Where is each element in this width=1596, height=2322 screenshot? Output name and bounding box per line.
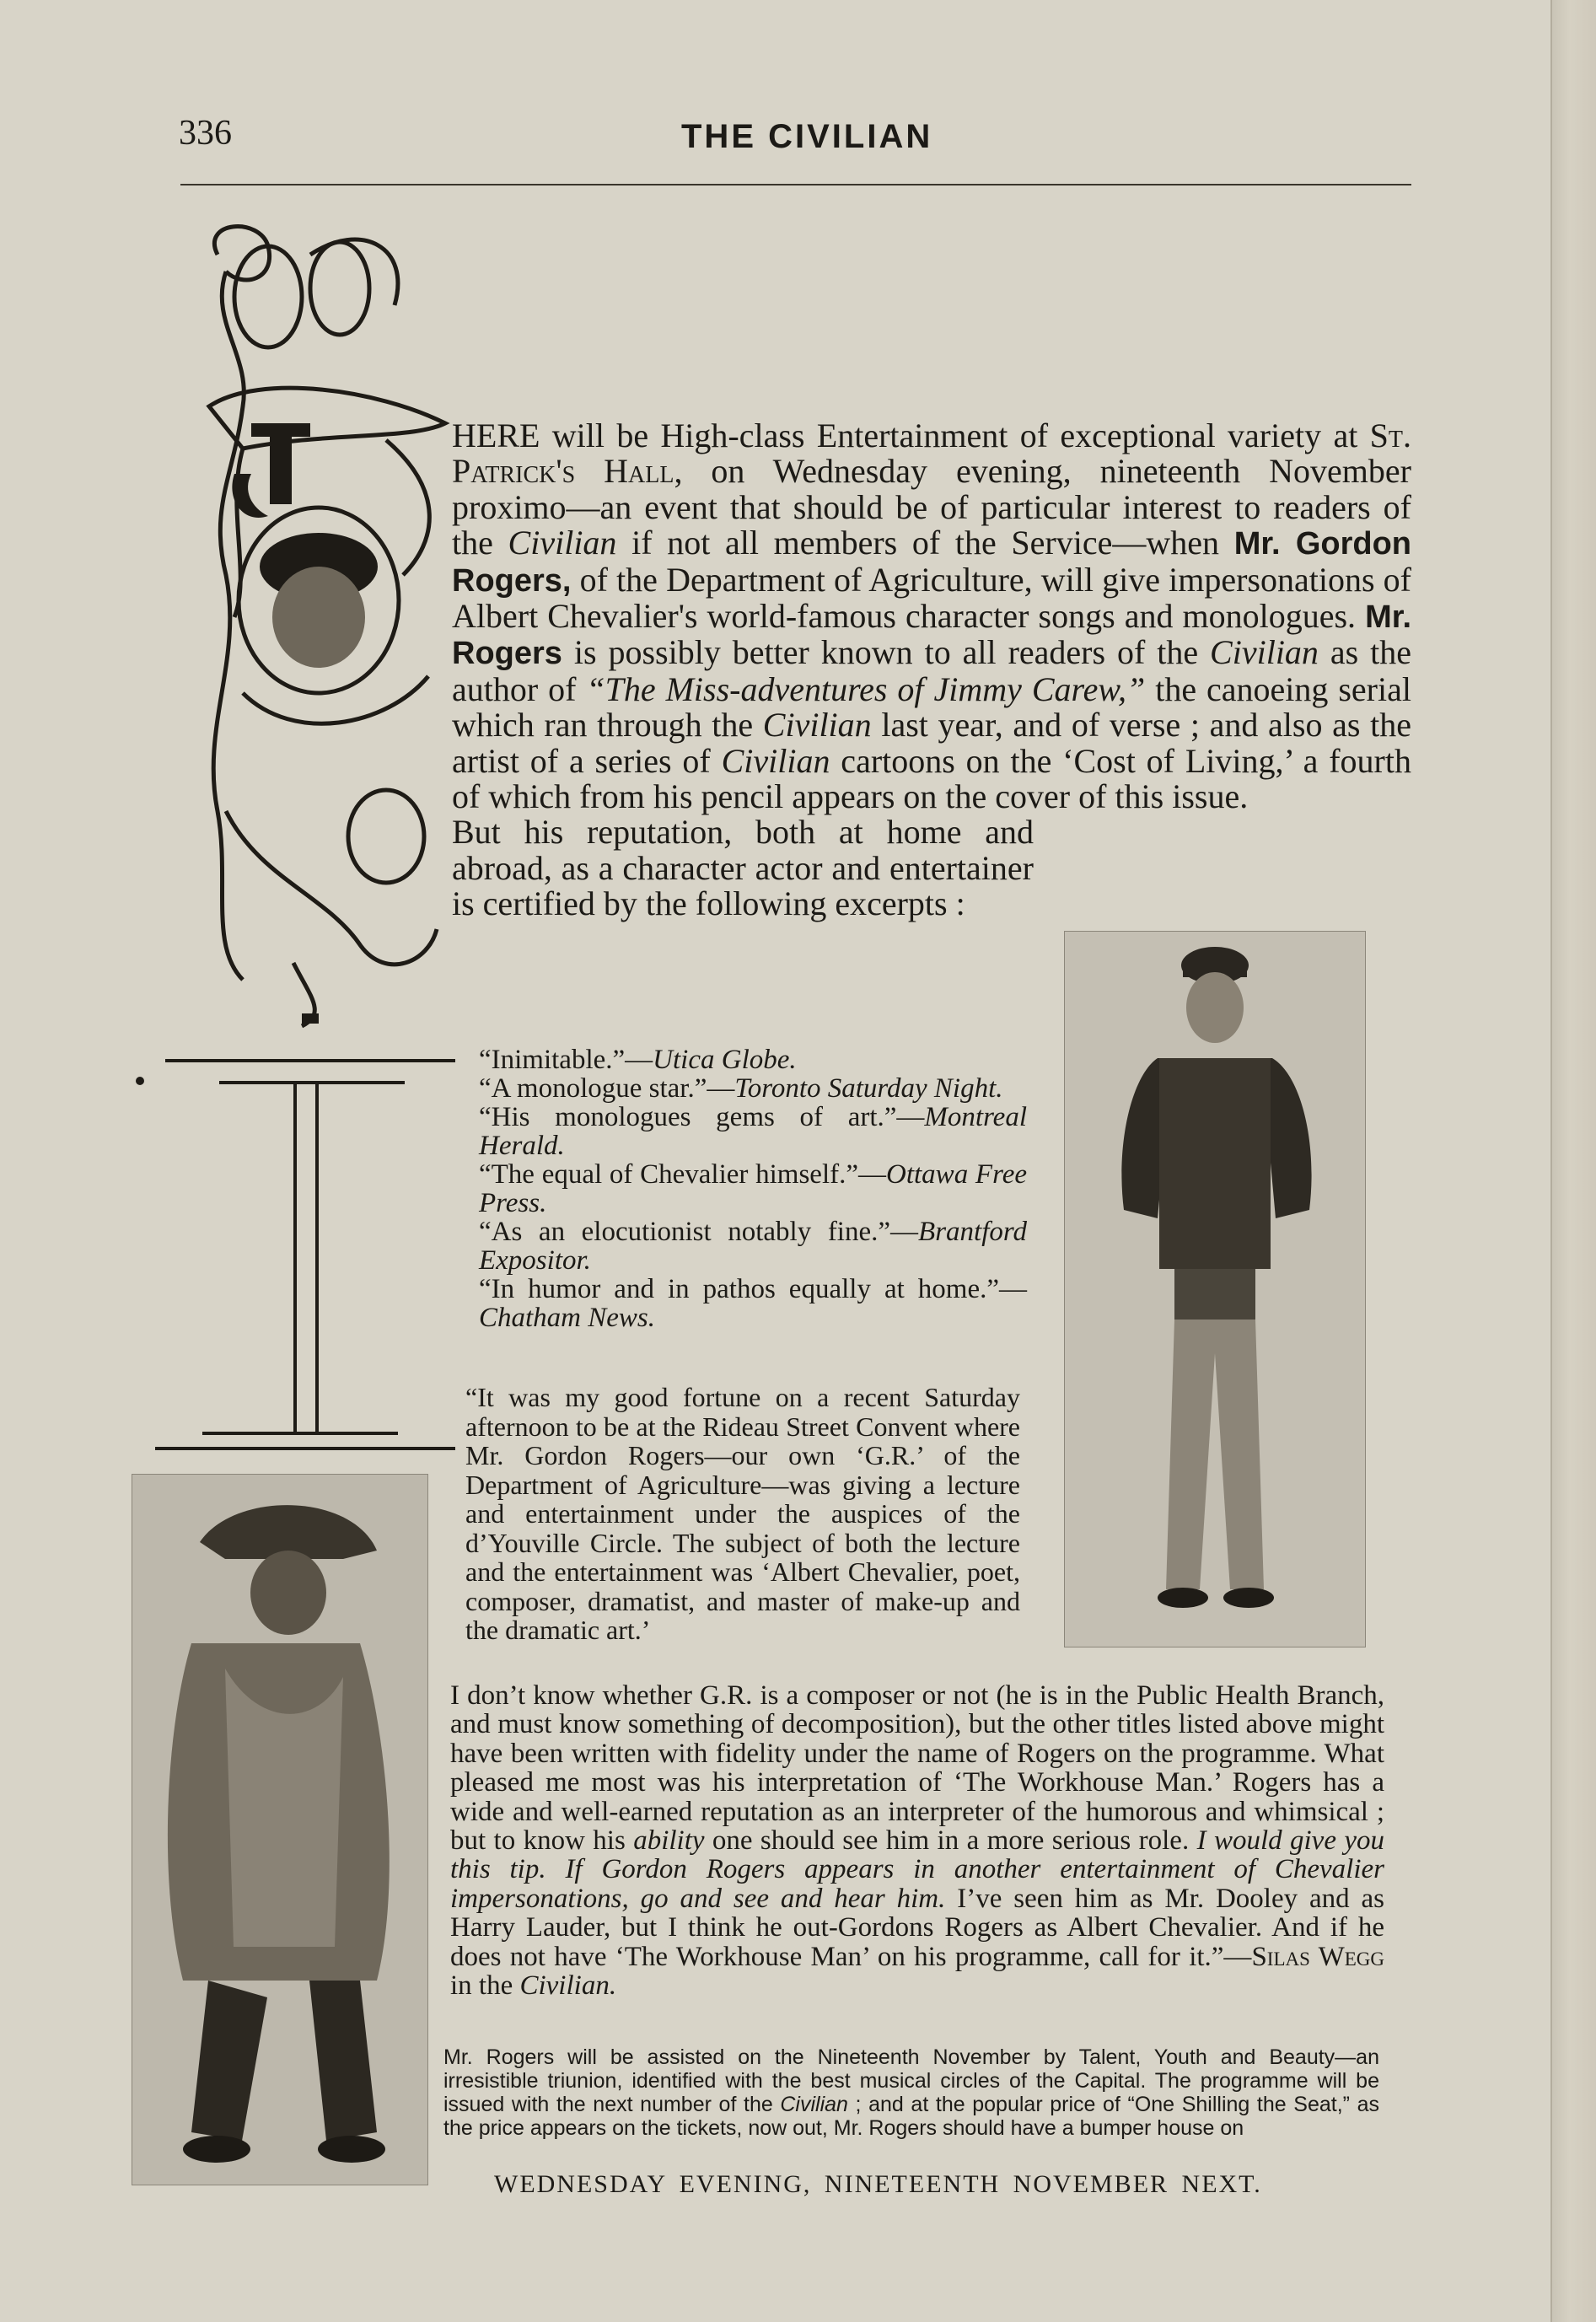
intro-text-2: , on Wednesday evening, nineteenth November proximo—an event that should be of particular interest to readers of the [452, 452, 1411, 562]
quote-item: “In humor and in pathos equally at home.”—Chatham News. [479, 1274, 1027, 1333]
review-quote-part2 [450, 1681, 1384, 2000]
review-in-the: in the [450, 1970, 520, 2002]
hall-name: St. Patrick's Hall [452, 417, 1411, 491]
dropcap-t-ornament [192, 221, 455, 1030]
intro-text-5: is possibly better known to all readers of the [562, 633, 1211, 672]
civilian-ref-1: Civilian [508, 524, 617, 562]
review-ability: ability [633, 1825, 705, 1857]
serial-title: “The Miss-adventures of Jimmy Carew,” [586, 669, 1146, 708]
review-text-b: one should see him in a more serious role. [704, 1825, 1197, 1857]
intro-text-10: But his reputation, both at home and abroad, as a character actor and entertainer is certified by the following excerpts : [452, 813, 1034, 923]
note-civilian: Civilian [780, 2093, 848, 2116]
intro-text-9: cartoons on the ‘Cost of Living,’ a fourth of which from his pencil appears on the cover of this issue. [452, 741, 1411, 816]
decorative-rules [135, 1045, 455, 1459]
review-author: Silas Wegg [1251, 1941, 1384, 1972]
intro-text-7: the canoeing serial which ran through the [452, 669, 1411, 744]
review-text-a: I don’t know whether G.R. is a composer or not (he is in the Public Health Branch, and must know something of decomposition), but the other titles listed above might have been written with fidelity under the name of Rogers on the programme. What pleased me most was his interpretation of ‘The Workhouse Man.’ Rogers has a wide and well-earned reputation as an interpreter of the humorous and whimsical ; but to know his [450, 1680, 1384, 1857]
quote-item: “As an elocutionist notably fine.”—Brantford Expositor. [479, 1217, 1027, 1276]
page-title: THE CIVILIAN [681, 118, 933, 155]
review-tip: I would give you this tip. If Gordon Rogers appears in another entertainment of Chevalier impersonations, go and see and hear him. [450, 1825, 1385, 1914]
press-excerpts [479, 1045, 1027, 1332]
intro-text-4: of the Department of Agriculture, will give impersonations of Albert Chevalier's world-famous character songs and monologues. [452, 560, 1411, 636]
intro-paragraph [452, 418, 1411, 922]
page-number: 336 [179, 114, 232, 153]
quote-item: “The equal of Chevalier himself.”—Ottawa Free Press. [479, 1159, 1028, 1218]
intro-text-8: last year, and of verse ; and also as the artist of a series of [452, 706, 1411, 780]
review-text-c: I’ve seen him as Mr. Dooley and as Harry Lauder, but I think he out-Gordons Rogers as Albert Chevalier. And if he does not have ‘The Workhouse Man’ on his programme, call for it.”— [450, 1883, 1384, 1972]
civilian-ref-2: Civilian [1210, 633, 1319, 672]
intro-text-6: as the author of [452, 633, 1412, 708]
civilian-ref-3: Civilian [762, 706, 872, 744]
quote-item: “His monologues gems of art.”—Montreal Herald. [479, 1102, 1027, 1161]
note-text-a: Mr. Rogers will be assisted on the Nineteenth November by Talent, Youth and Beauty—an irresistible triunion, identified with the best musical circles of the Capital. The programme will be issued with the next number of the [443, 2045, 1379, 2116]
name-mr-rogers: Mr. Rogers [452, 599, 1411, 672]
page-gutter [1550, 0, 1596, 2322]
quote-item: “A monologue star.”—Toronto Saturday Night. [479, 1073, 1003, 1104]
announcement-note [443, 2045, 1379, 2140]
intro-text-1: HERE will be High-class Entertainment of exceptional variety at [452, 417, 1370, 454]
header-rule [180, 184, 1411, 185]
quote-item: “Inimitable.”—Utica Globe. [479, 1045, 797, 1075]
review-quote-part1: “It was my good fortune on a recent Saturday afternoon to be at the Rideau Street Convent where Mr. Gordon Rogers—our own ‘G.R.’ of the Department of Agriculture—was giving a lecture and entertainment under the auspices of the d’Youville Circle. The subject of both the lecture and the entertainment was ‘Albert Chevalier, poet, composer, dramatist, and master of make-up and the dramatic art.’ [465, 1382, 1020, 1645]
intro-text-3: if not all members of the Service—when [616, 524, 1234, 562]
civilian-ref-4: Civilian [721, 741, 830, 780]
photo-man-bowler-hat [1064, 931, 1366, 1647]
event-date-line: WEDNESDAY EVENING, NINETEENTH NOVEMBER NEXT. [494, 2170, 1262, 2198]
photo-man-overcoat [132, 1474, 428, 2185]
name-gordon-rogers: Mr. Gordon Rogers, [452, 526, 1412, 599]
review-civilian: Civilian. [519, 1970, 617, 2002]
note-text-b: ; and at the popular price of “One Shilling the Seat,” as the price appears on the tickets, now out, Mr. Rogers should have a bumper house on [443, 2093, 1379, 2140]
